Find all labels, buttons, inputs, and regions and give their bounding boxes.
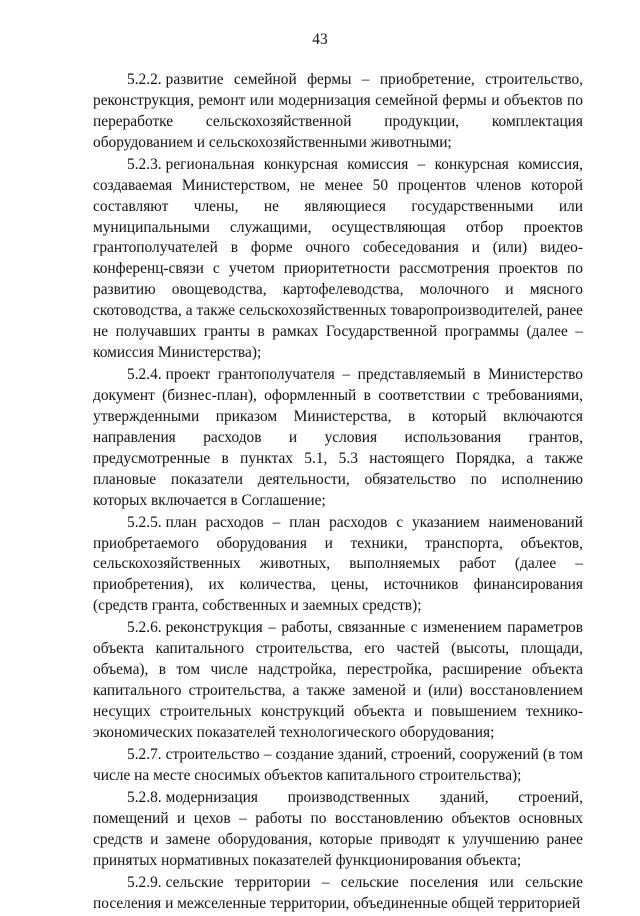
paragraph-number: 5.2.7. [127,745,162,763]
paragraph-text: модернизация производственных зданий, строений, помещений и цехов – работы по восстановлению объектов основных средств и замене оборудования, которые приводят к улучшению ранее принятых нормативных показателей функционирования объекта; [93,788,583,869]
paragraph-5-2-8 [93,788,583,872]
paragraph-text: реконструкция – работы, связанные с изменением параметров объекта капитального строительства, его частей (высоты, площади, объема), в том числе надстройка, перестройка, расширение объекта капитального строительства, а также заменой и (или) восстановлением несущих строительных конструкций объекта и повышением технико-экономических показателей технологического оборудования; [93,619,583,741]
paragraph-text: региональная конкурсная комиссия – конкурсная комиссия, создаваемая Министерством, не менее 50 процентов членов которой составляют члены, не являющиеся государственными или муниципальными служащими, осуществляющая отбор проектов грантополучателей в форме очного собеседования и (или) видео-конференц-связи с учетом приоритетности рассмотрения проектов по развитию овощеводства, картофелеводства, молочного и мясного скотоводства, а также сельскохозяйственных товаропроизводителей, ранее не получавших гранты в рамках Государственной программы (далее – комиссия Министерства); [93,155,583,361]
paragraph-text: проект грантополучателя – представляемый в Министерство документ (бизнес-план), оформленный в соответствии с требованиями, утвержденными приказом Министерства, в который включаются направления расходов и условия использования грантов, предусмотренные в пунктах 5.1, 5.3 настоящего Порядка, а также плановые показатели деятельности, обязательство по исполнению которых включается в Соглашение; [93,366,583,509]
paragraph-5-2-9 [93,873,583,915]
paragraph-5-2-5 [93,513,583,618]
paragraph-number: 5.2.5. [127,513,162,531]
paragraph-number: 5.2.4. [127,366,162,384]
paragraph-5-2-7 [93,745,583,787]
paragraph-number: 5.2.3. [127,155,162,173]
paragraph-5-2-3 [93,155,583,364]
document-body [93,70,583,916]
paragraph-text: строительство – создание зданий, строений, сооружений (в том числе на месте сносимых объектов капитального строительства); [93,745,583,784]
paragraph-number: 5.2.9. [127,873,162,891]
paragraph-text: план расходов – план расходов с указанием наименований приобретаемого оборудования и техники, транспорта, объектов, сельскохозяйственных животных, выполняемых работ (далее – приобретения), их количества, цены, источников финансирования (средств гранта, собственных и заемных средств); [93,513,583,615]
paragraph-5-2-2 [93,70,583,154]
paragraph-number: 5.2.8. [127,788,162,806]
paragraph-5-2-6 [93,618,583,743]
paragraph-number: 5.2.6. [127,619,162,637]
page-number: 43 [312,31,328,48]
paragraph-text: развитие семейной фермы – приобретение, строительство, реконструкция, ремонт или модернизация семейной фермы и объектов по переработке сельскохозяйственной продукции, комплектация оборудованием и сельскохозяйственными животными; [93,71,583,151]
paragraph-5-2-4 [93,365,583,511]
paragraph-number: 5.2.2. [127,71,162,88]
paragraph-text: сельские территории – сельские поселения или сельские поселения и межселенные территории, объединенные общей территорией [93,873,583,912]
